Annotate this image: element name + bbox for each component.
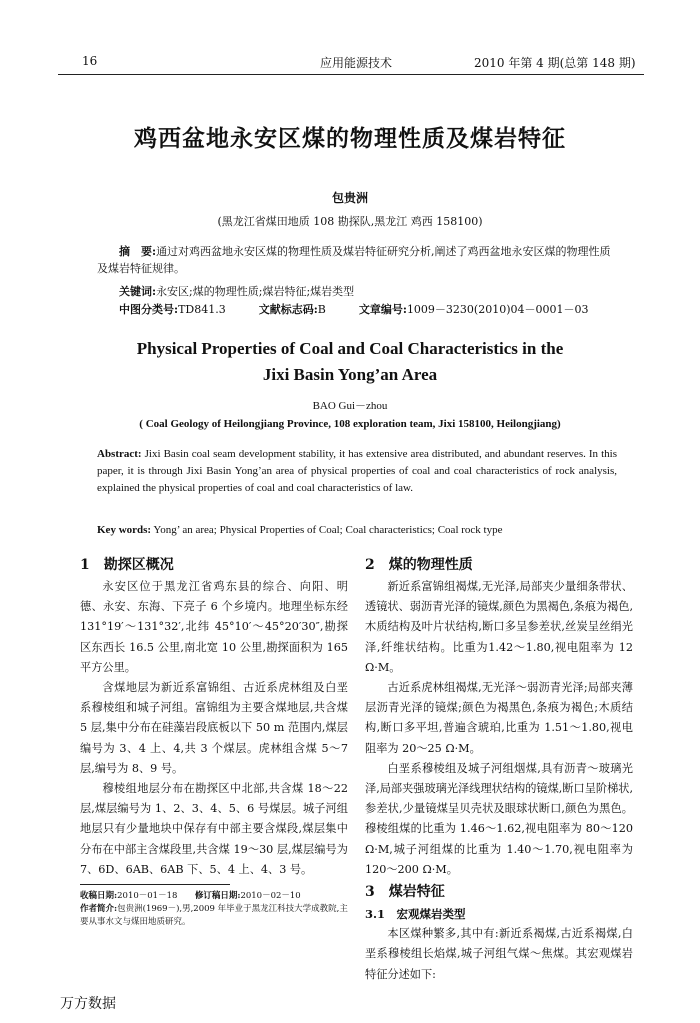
journal-name: 应用能源技术 (320, 56, 393, 70)
footnote (80, 890, 350, 929)
abstract-en (97, 446, 617, 497)
clc-label: 中图分类号: (119, 303, 179, 316)
abstract-en-label: Abstract: (97, 448, 142, 460)
keywords-cn (119, 283, 609, 300)
section2-para-1: 新近系富锦组褐煤,无光泽,局部夹少量细条带状、透镜状、弱沥青光泽的镜煤,颜色为黑褐色,条痕为褐色,木质结构及叶片状结构,断口多呈参差状,丝炭呈丝绢光泽,纤维状结构。比重为1.42～1.80,视电阻率为 12 Ω·M。 (365, 580, 633, 674)
classification-line (119, 301, 619, 318)
bio-text: 包贵洲(1969－),男,2009 年毕业于黑龙江科技大学成教院,主要从事水文与煤田地质研究。 (80, 904, 348, 927)
abstract-cn-label: 摘 要: (119, 245, 157, 258)
section1-para-2: 含煤地层为新近系富锦组、古近系虎林组及白垩系穆棱组和城子河组。富锦组为主要含煤地层,共含煤 5 层,集中分布在硅藻岩段底板以下 50 m 范围内,煤层编号为 3、4 上、4,共 3 个煤层。虎林组含煤 5～7 层,编号为 8、9 号。 (80, 681, 348, 775)
keywords-en-label: Key words: (97, 524, 152, 536)
keywords-cn-label: 关键词: (119, 285, 157, 298)
abstract-en-text: Jixi Basin coal seam development stability, it has extensive area distributed, and abundant reserves. In this paper, it is through Jixi Basin Yong’an area of physical properties of coal and coal characteristics of rock analysis, explained the physical properties of coal and coal characteristics of law. (97, 448, 617, 494)
keywords-en (97, 522, 617, 539)
affiliation-cn: (黑龙江省煤田地质 108 勘探队,黑龙江 鸡西 158100) (217, 215, 483, 228)
abstract-cn-text: 通过对鸡西盆地永安区煤的物理性质及煤岩特征研究分析,阐述了鸡西盆地永安区煤的物理性质及煤岩特征规律。 (97, 245, 611, 275)
section3-subheading: 3.1 宏观煤岩类型 (365, 907, 466, 922)
issue-info: 2010 年第 4 期(总第 148 期) (474, 56, 636, 70)
footnote-rule (80, 884, 230, 885)
section3-heading: 3 煤岩特征 (365, 884, 445, 901)
footnote-bio (80, 903, 350, 929)
footnote-dates (80, 890, 350, 903)
left-column (80, 553, 348, 880)
title-en-line1: Physical Properties of Coal and Coal Characteristics in the (136, 339, 564, 358)
page-number: 16 (82, 54, 98, 68)
watermark: 万方数据 (60, 996, 116, 1012)
author-cn: 包贵洲 (331, 191, 368, 205)
revised-date: 2010－02－10 (240, 891, 301, 901)
section1-para-1: 永安区位于黑龙江省鸡东县的综合、向阳、明德、永安、东海、下亮子 6 个乡境内。地理坐标东经 131°19′～131°32′,北纬 45°10′～45°20′30″,勘探区东西长 16.5 公里,南北宽 10 公里,勘探面积为 165 平方公里。 (80, 580, 348, 674)
title-en-line2: Jixi Basin Yong’an Area (262, 365, 438, 384)
section2-heading: 2 煤的物理性质 (365, 557, 473, 573)
affiliation-en: ( Coal Geology of Heilongjiang Province, 108 exploration team, Jixi 158100, Heilongjiang) (139, 418, 561, 430)
section2-para-2: 古近系虎林组褐煤,无光泽～弱沥青光泽;局部夹薄层沥青光泽的镜煤;颜色为褐黑色,条痕为褐色;木质结构,断口多平坦,普遍含琥珀,比重为 1.51～1.80,视电阻率为 20～25 Ω·M。 (365, 681, 633, 755)
doc-code-value: B (317, 303, 326, 316)
abstract-cn (97, 243, 612, 277)
doc-code-label: 文献标志码: (258, 303, 318, 316)
right-column (365, 553, 633, 985)
keywords-cn-text: 永安区;煤的物理性质;煤岩特征;煤岩类型 (156, 285, 355, 298)
received-date: 2010－01－18 (117, 891, 178, 901)
section1-para-3: 穆棱组地层分布在勘探区中北部,共含煤 18～22 层,煤层编号为 1、2、3、4、5、6 号煤层。城子河组地层只有少量地块中保存有中部主要含煤段,煤层集中分布在中部主含煤段里,共含煤 19～30 层,煤层编号为 7、6D、6AB、6AB 下、5、4 上、4、3 号。 (80, 782, 348, 876)
clc-value: TD841.3 (178, 303, 226, 316)
bio-label: 作者简介: (80, 904, 118, 914)
header-rule (58, 74, 644, 75)
revised-label: 修订稿日期: (194, 891, 241, 901)
author-en: BAO Gui－zhou (312, 400, 388, 412)
article-no-label: 文章编号: (358, 303, 407, 316)
section1-heading: 1 勘探区概况 (80, 557, 174, 573)
title-cn: 鸡西盆地永安区煤的物理性质及煤岩特征 (134, 125, 566, 152)
section3-para: 本区煤种繁多,其中有:新近系褐煤,古近系褐煤,白垩系穆棱组长焰煤,城子河组气煤～焦煤。其宏观煤岩特征分述如下: (365, 927, 633, 981)
keywords-en-text: Yong’ an area; Physical Properties of Coal; Coal characteristics; Coal rock type (153, 524, 503, 536)
article-no-value: 1009－3230(2010)04－0001－03 (406, 303, 589, 316)
received-label: 收稿日期: (80, 891, 118, 901)
section2-para-3: 白垩系穆棱组及城子河组烟煤,具有沥青～玻璃光泽,局部夹强玻璃光泽线理状结构的镜煤,断口呈阶梯状,参差状,少量镜煤呈贝壳状及眼球状断口,颜色为黑色。穆棱组煤的比重为 1.46～1.62,视电阻率为 80～120 Ω·M,城子河组煤的比重为 1.40～1.70,视电阻率为 120～200 Ω·M。 (365, 761, 633, 876)
